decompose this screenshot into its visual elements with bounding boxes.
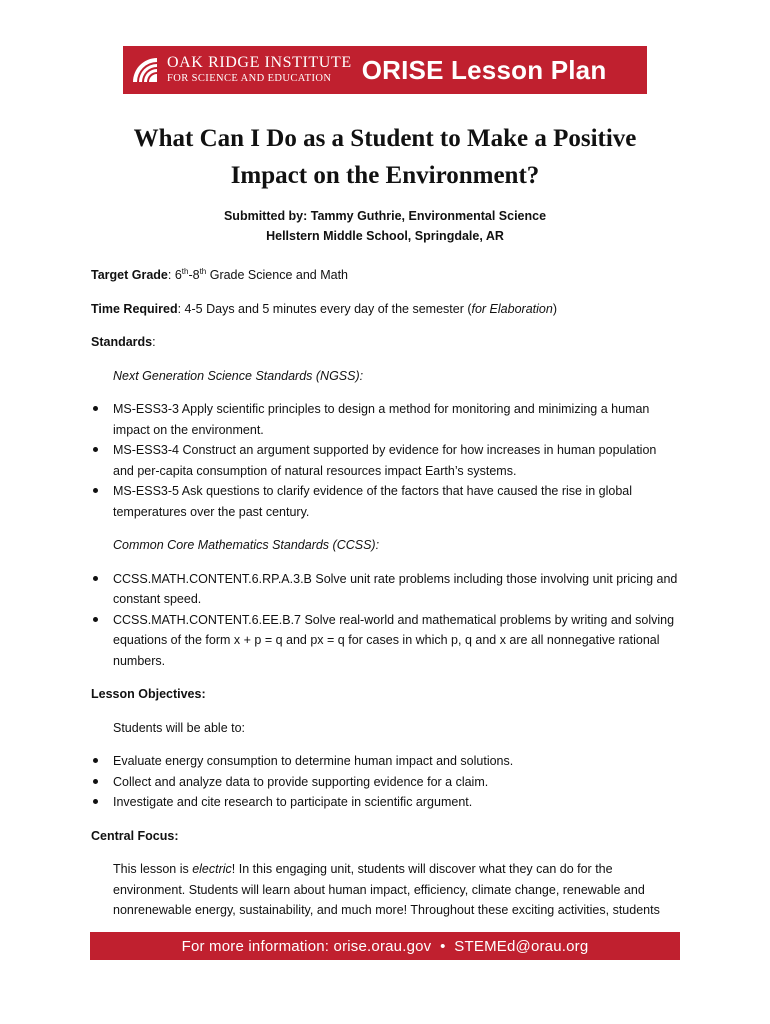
central-focus-heading — [91, 826, 691, 847]
sunburst-logo-icon — [131, 56, 159, 84]
ccss-heading — [91, 535, 691, 556]
ngss-item-2-line-2: and per-capita consumption of natural resources impact Earth’s systems. — [113, 463, 517, 478]
list-item: Investigate and cite research to participate in scientific argument. — [91, 792, 691, 813]
lesson-title — [90, 120, 680, 194]
list-item — [91, 481, 691, 522]
central-focus-line-3: nonrenewable energy, sustainability, and much more! Throughout these exciting activities, students — [113, 903, 660, 917]
central-focus-italic: electric — [192, 862, 232, 876]
ccss-list — [91, 569, 691, 672]
ngss-heading-text: Next Generation Science Standards (NGSS): — [113, 368, 364, 383]
objectives-heading — [91, 684, 691, 705]
ccss-item-1-line-1: CCSS.MATH.CONTENT.6.RP.A.3.B Solve unit rate problems including those involving unit pricing and — [113, 571, 678, 586]
central-focus-text — [91, 859, 691, 921]
ccss-heading-text: Common Core Mathematics Standards (CCSS): — [113, 538, 380, 552]
central-focus-line-2: environment. Students will learn about human impact, efficiency, climate change, renewable and — [113, 882, 645, 897]
ngss-heading — [91, 366, 691, 387]
grade-end-suffix: th — [199, 266, 207, 276]
ccss-item-2-line-1: CCSS.MATH.CONTENT.6.EE.B.7 Solve real-world and mathematical problems by writing and solving — [113, 612, 675, 627]
central-focus-pre: This lesson is — [113, 862, 193, 876]
submitted-by-line-2: Hellstern Middle School, Springdale, AR — [266, 229, 504, 243]
banner-title: ORISE Lesson Plan — [361, 54, 607, 85]
list-item — [91, 610, 691, 672]
grade-subjects: Grade Science and Math — [206, 268, 348, 282]
time-required-close: ) — [552, 301, 557, 316]
ngss-item-1-line-1: MS-ESS3-3 Apply scientific principles to design a method for monitoring and minimizing a human — [113, 402, 650, 416]
target-grade-label: Target Grade — [91, 268, 168, 282]
list-item: Evaluate energy consumption to determine human impact and solutions. — [91, 751, 691, 772]
list-item — [91, 569, 691, 610]
grade-end: -8 — [188, 268, 200, 282]
lesson-body — [91, 265, 691, 921]
ngss-list — [91, 399, 691, 522]
submitted-by-line-1: Submitted by: Tammy Guthrie, Environmental Science — [223, 209, 547, 223]
grade-start-suffix: th — [181, 266, 189, 276]
ngss-item-1-line-2: impact on the environment. — [113, 422, 264, 437]
ccss-item-1-line-2: constant speed. — [113, 592, 202, 606]
grade-start: 6 — [174, 268, 182, 282]
central-focus-label: Central Focus: — [91, 828, 179, 843]
ccss-item-2-line-2: equations of the form x + p = q and px = q for cases in which p, q and x are all nonnegative rational — [113, 633, 660, 647]
objectives-intro: Students will be able to: — [113, 720, 246, 735]
lesson-title-line-2: Impact on the Environment? — [230, 162, 540, 189]
submitted-by — [90, 206, 680, 246]
time-required-text: : 4-5 Days and 5 minutes every day of the semester ( — [177, 301, 472, 316]
logo-line-2: FOR SCIENCE AND EDUCATION — [167, 73, 332, 85]
standards: Standards: — [91, 335, 156, 349]
lesson-title-line-1: What Can I Do as a Student to Make a Positive — [133, 125, 637, 152]
list-item — [91, 440, 691, 481]
target-grade: Target Grade: 6th-8th Grade Science and Math — [91, 266, 348, 282]
organization-logo-text — [167, 55, 352, 85]
time-required-label: Time Required — [91, 301, 178, 316]
time-required — [91, 299, 691, 320]
ngss-item-3-line-1: MS-ESS3-5 Ask questions to clarify evidence of the factors that have caused the rise in global — [113, 484, 633, 498]
standards-label: Standards — [91, 335, 153, 349]
ngss-item-2-line-1: MS-ESS3-4 Construct an argument supported by evidence for how increases in human population — [113, 443, 657, 457]
central-focus-line-1: ! In this engaging unit, students will discover what they can do for the — [231, 862, 613, 876]
list-item: Collect and analyze data to provide supporting evidence for a claim. — [91, 772, 691, 793]
time-required-italic: for Elaboration — [471, 301, 553, 316]
header-banner — [123, 46, 647, 94]
list-item — [91, 399, 691, 440]
footer-contact: For more information: orise.orau.gov • STEMEd@orau.org — [181, 937, 589, 955]
footer-banner — [90, 932, 680, 960]
logo-line-1: OAK RIDGE INSTITUTE — [167, 54, 352, 72]
objectives-list — [91, 751, 691, 813]
ccss-item-2-line-3: numbers. — [113, 653, 166, 668]
ngss-item-3-line-2: temperatures over the past century. — [113, 504, 310, 519]
objectives-label: Lesson Objectives: — [91, 687, 206, 701]
